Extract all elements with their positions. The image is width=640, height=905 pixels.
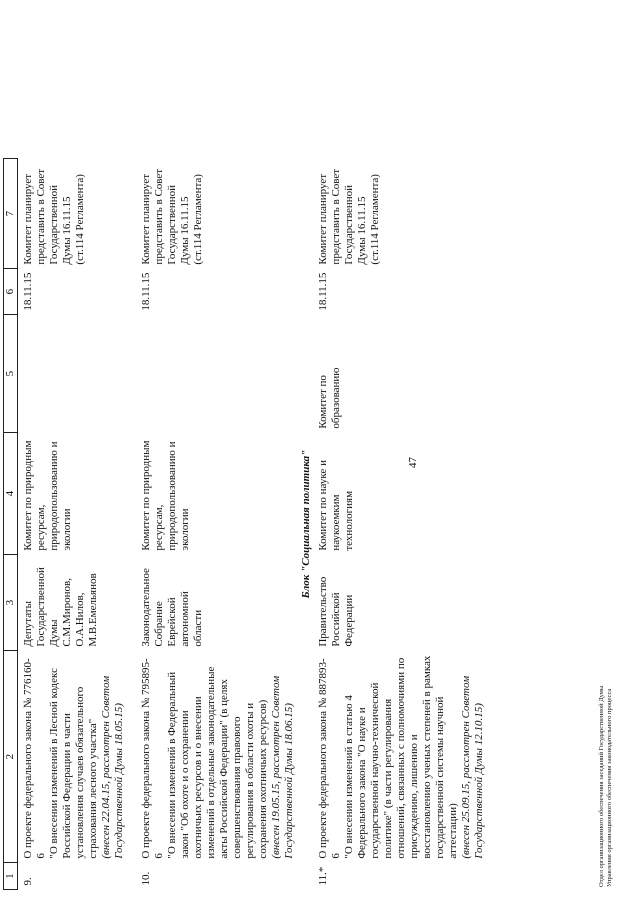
co-committee-cell bbox=[136, 315, 298, 433]
bill-note: (внесен 19.05.15, рассмотрен Советом Государственной Думы 18.06.15) bbox=[269, 675, 295, 859]
bill-description: "О внесении изменений в Лесной кодекс Российской Федерации в части установления случаев обязательного страхования лесного участка" bbox=[48, 668, 99, 859]
bill-cell bbox=[18, 651, 136, 863]
row-number: 9. bbox=[22, 877, 34, 886]
date-cell: 18.11.15 bbox=[22, 272, 34, 311]
row-number: 10. bbox=[139, 871, 152, 886]
header-col-1: 1 bbox=[4, 863, 18, 890]
header-col-2: 2 bbox=[4, 651, 18, 863]
plan-cell: Комитет планирует представить в Совет Государственной Думы 16.11.15 (ст.114 Регламента) bbox=[139, 168, 204, 265]
block-title: Блок "Социальная политика" bbox=[299, 449, 312, 599]
header-col-5: 5 bbox=[4, 315, 18, 433]
plan-cell: Комитет планирует представить в Совет Государственной Думы 16.11.15 (ст.114 Регламента) bbox=[316, 168, 381, 265]
row-number: 11.* bbox=[316, 866, 329, 886]
committee-cell: Комитет по природным ресурсам, природопользованию и экологии bbox=[22, 440, 73, 551]
footer bbox=[598, 686, 614, 887]
author-cell: Законодательное Собрание Еврейской автономной области bbox=[139, 568, 204, 647]
bill-title: О проекте федерального закона № 776160-6 bbox=[22, 658, 47, 859]
header-col-7: 7 bbox=[4, 159, 18, 269]
bill-cell bbox=[313, 651, 486, 863]
author-cell: Депутаты Государственной Думы С.М.Миронов, О.А.Нилов, М.В.Емельянов bbox=[22, 567, 99, 647]
co-committee-cell bbox=[18, 315, 136, 433]
bill-title: О проекте федерального закона № 795895-6 bbox=[139, 658, 165, 859]
date-cell: 18.11.15 bbox=[139, 272, 152, 311]
table-header-row bbox=[4, 159, 18, 890]
page-number: 47 bbox=[407, 457, 419, 468]
committee-cell: Комитет по науке и наукоемким технологиям bbox=[316, 460, 355, 551]
header-col-6: 6 bbox=[4, 269, 18, 315]
bill-description: "О внесении изменений в статью 4 Федерального закона "О науке и государственной научно-технической политике" (в части регулирования отношений, связанных с полномочиями по присуждению, лишению и восстановлению ученых степеней в рамках государственной системы научной аттестации) bbox=[342, 655, 459, 859]
bill-cell bbox=[136, 651, 298, 863]
date-cell: 18.11.15 bbox=[316, 272, 329, 311]
table-row bbox=[136, 159, 298, 890]
bill-note: (внесен 25.09.15, рассмотрен Советом Государственной Думы 12.10.15) bbox=[459, 675, 485, 859]
block-title-row bbox=[298, 159, 313, 890]
header-col-3: 3 bbox=[4, 555, 18, 651]
co-committee-cell: Комитет по образованию bbox=[316, 367, 342, 429]
bill-note: (внесен 22.04.15, рассмотрен Советом Государственной Думы 18.05.15) bbox=[100, 675, 125, 859]
bill-description: "О внесении изменений в Федеральный закон "Об охоте и о сохранении охотничьих ресурсов и о внесении изменений в отдельные законодательные акты Российской Федерации" (в целях совершенствования правового регулирования в области охоты и сохранения охотничьих ресурсов) bbox=[165, 666, 269, 859]
committee-cell: Комитет по природным ресурсам, природопользованию и экологии bbox=[139, 440, 191, 551]
bills-table bbox=[3, 158, 486, 890]
author-cell: Правительство Российской Федерации bbox=[316, 576, 355, 647]
header-col-4: 4 bbox=[4, 433, 18, 555]
bill-title: О проекте федерального закона № 887893-6 bbox=[316, 658, 342, 859]
table-row bbox=[18, 159, 136, 890]
footer-line: Отдел организационного обеспечения заседаний Государственной Думы bbox=[598, 685, 605, 887]
table-row bbox=[313, 159, 486, 890]
plan-cell: Комитет планирует представить в Совет Государственной Думы 16.11.15 (ст.114 Регламента) bbox=[22, 168, 86, 265]
footer-line: Управления организационного обеспечения законодательного процесса bbox=[606, 688, 613, 887]
